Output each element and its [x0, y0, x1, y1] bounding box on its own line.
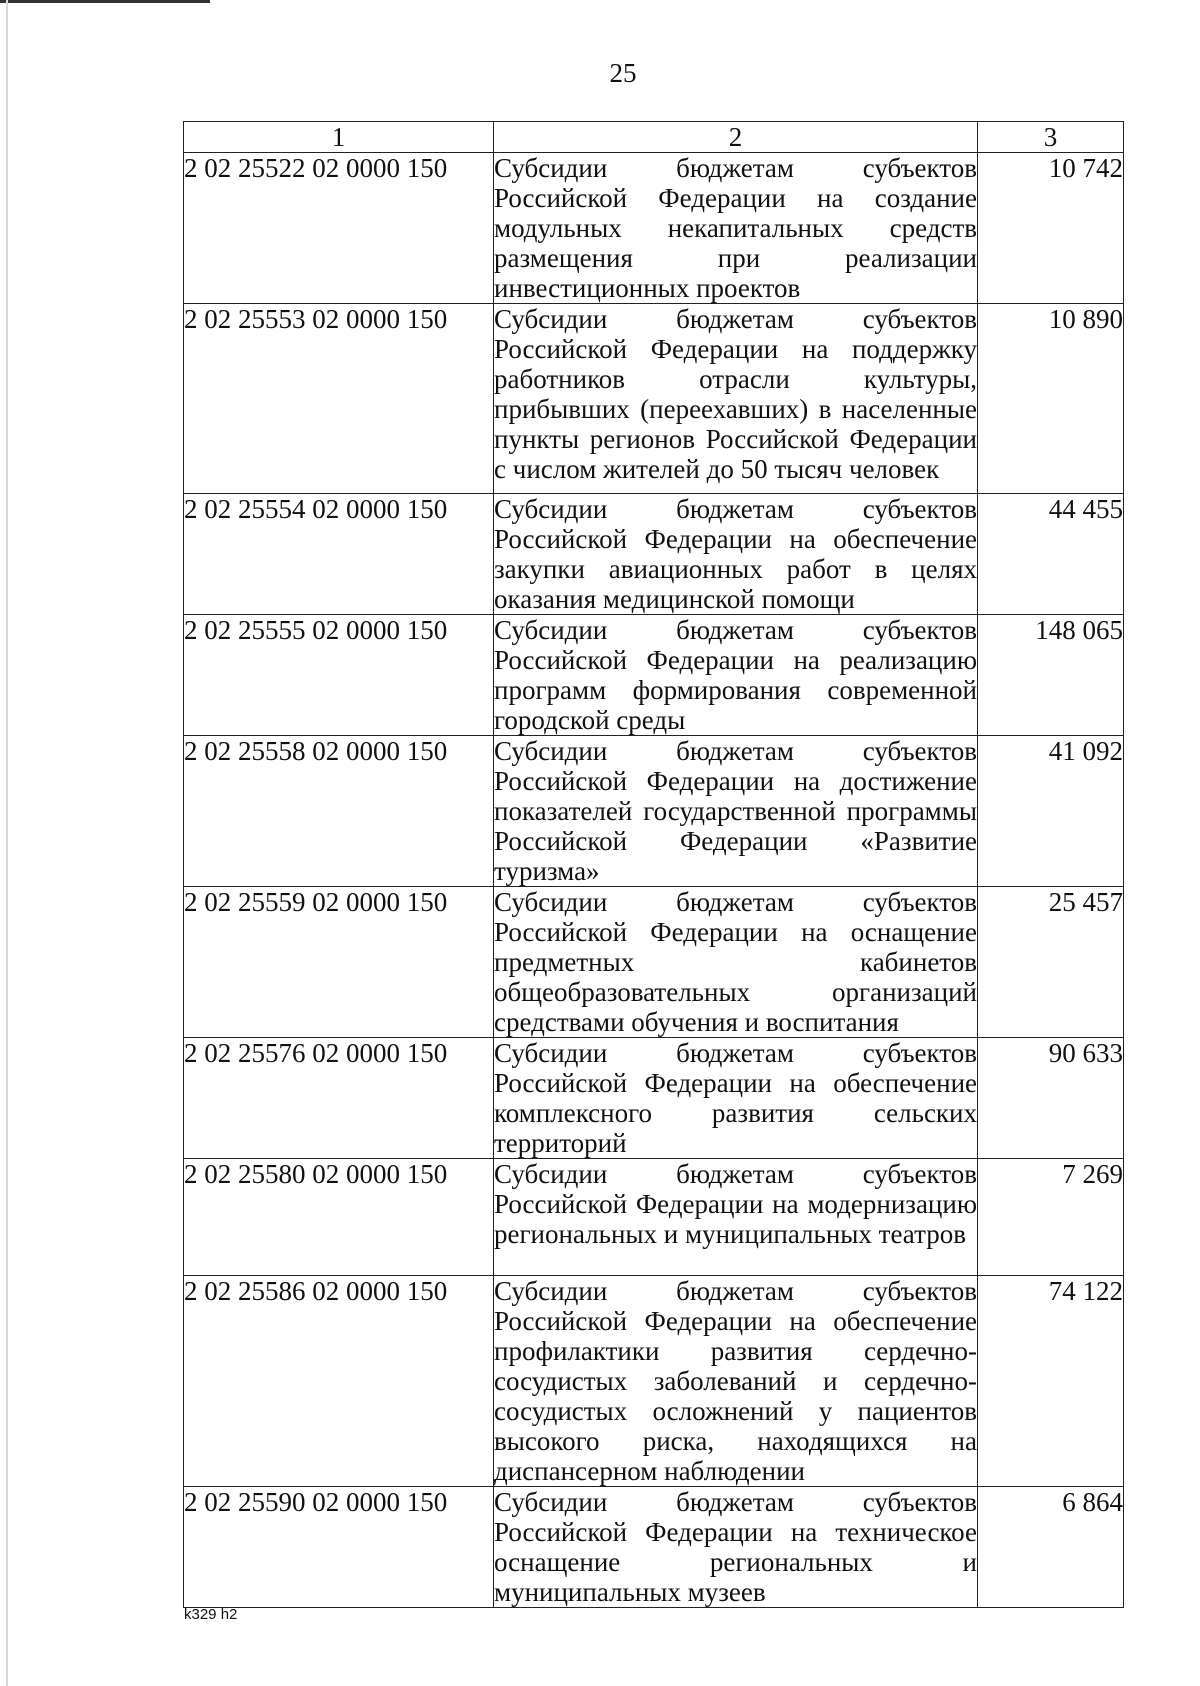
- row-description: Субсидии бюджетам субъектов Российской Федерации на обеспечение закупки авиационных работ в целях оказания медицинской помощи: [494, 494, 977, 614]
- row-amount: 41 092: [978, 736, 1124, 887]
- scan-edge-left: [6, 0, 8, 1686]
- row-code: 2 02 25554 02 0000 150: [184, 494, 494, 615]
- row-amount: 10 742: [978, 153, 1124, 304]
- row-description: Субсидии бюджетам субъектов Российской Федерации на обеспечение комплексного развития сельских территорий: [494, 1038, 977, 1158]
- row-description: Субсидии бюджетам субъектов Российской Федерации на достижение показателей государственной программы Российской Федерации «Развитие туризма»: [494, 736, 977, 886]
- footer-mark: k329 h2: [184, 1606, 238, 1623]
- row-code: 2 02 25558 02 0000 150: [184, 736, 494, 887]
- row-amount: 7 269: [978, 1159, 1124, 1276]
- row-amount: 44 455: [978, 494, 1124, 615]
- row-amount: 74 122: [978, 1276, 1124, 1487]
- row-description: Субсидии бюджетам субъектов Российской Федерации на поддержку работников отрасли культуры, прибывших (переехавших) в населенные пункты регионов Российской Федерации с числом жителей до 50 тысяч человек: [494, 304, 978, 494]
- row-amount: 25 457: [978, 887, 1124, 1038]
- table-row: [184, 887, 1124, 1038]
- table-row: [184, 1276, 1124, 1487]
- budget-table: [183, 121, 1124, 1608]
- row-code: 2 02 25555 02 0000 150: [184, 615, 494, 736]
- row-code: 2 02 25522 02 0000 150: [184, 153, 494, 304]
- table-header-row: [184, 122, 1124, 153]
- row-code: 2 02 25586 02 0000 150: [184, 1276, 494, 1487]
- row-description: Субсидии бюджетам субъектов Российской Федерации на модернизацию региональных и муниципальных театров: [494, 1159, 978, 1276]
- header-col-1: 1: [184, 122, 494, 153]
- row-code: 2 02 25576 02 0000 150: [184, 1038, 494, 1159]
- table-row: [184, 615, 1124, 736]
- row-description: Субсидии бюджетам субъектов Российской Федерации на создание модульных некапитальных средств размещения при реализации инвестиционных проектов: [494, 153, 977, 303]
- row-description: Субсидии бюджетам субъектов Российской Федерации на обеспечение профилактики развития сердечно-сосудистых заболеваний и сердечно-сосудистых осложнений у пациентов высокого риска, находящихся на диспансерном наблюдении: [494, 1276, 977, 1486]
- table-row: [184, 1038, 1124, 1159]
- row-amount: 6 864: [978, 1487, 1124, 1608]
- row-code: 2 02 25580 02 0000 150: [184, 1159, 494, 1276]
- header-col-2: 2: [494, 122, 978, 153]
- scan-edge-top: [0, 0, 210, 3]
- table-row: [184, 304, 1124, 494]
- row-code: 2 02 25590 02 0000 150: [184, 1487, 494, 1608]
- header-col-3: 3: [978, 122, 1124, 153]
- row-description: Субсидии бюджетам субъектов Российской Федерации на техническое оснащение региональных и муниципальных музеев: [494, 1487, 977, 1607]
- table-row: [184, 153, 1124, 304]
- row-description: Субсидии бюджетам субъектов Российской Федерации на оснащение предметных кабинетов общеобразовательных организаций средствами обучения и воспитания: [494, 887, 977, 1037]
- page-number: 25: [609, 58, 637, 88]
- table-row: [184, 1487, 1124, 1608]
- table-row: [184, 736, 1124, 887]
- row-amount: 90 633: [978, 1038, 1124, 1159]
- row-code: 2 02 25553 02 0000 150: [184, 304, 494, 494]
- row-amount: 10 890: [978, 304, 1124, 494]
- row-amount: 148 065: [978, 615, 1124, 736]
- table-row: [184, 1159, 1124, 1276]
- table-row: [184, 494, 1124, 615]
- row-code: 2 02 25559 02 0000 150: [184, 887, 494, 1038]
- row-description: Субсидии бюджетам субъектов Российской Федерации на реализацию программ формирования современной городской среды: [494, 615, 977, 735]
